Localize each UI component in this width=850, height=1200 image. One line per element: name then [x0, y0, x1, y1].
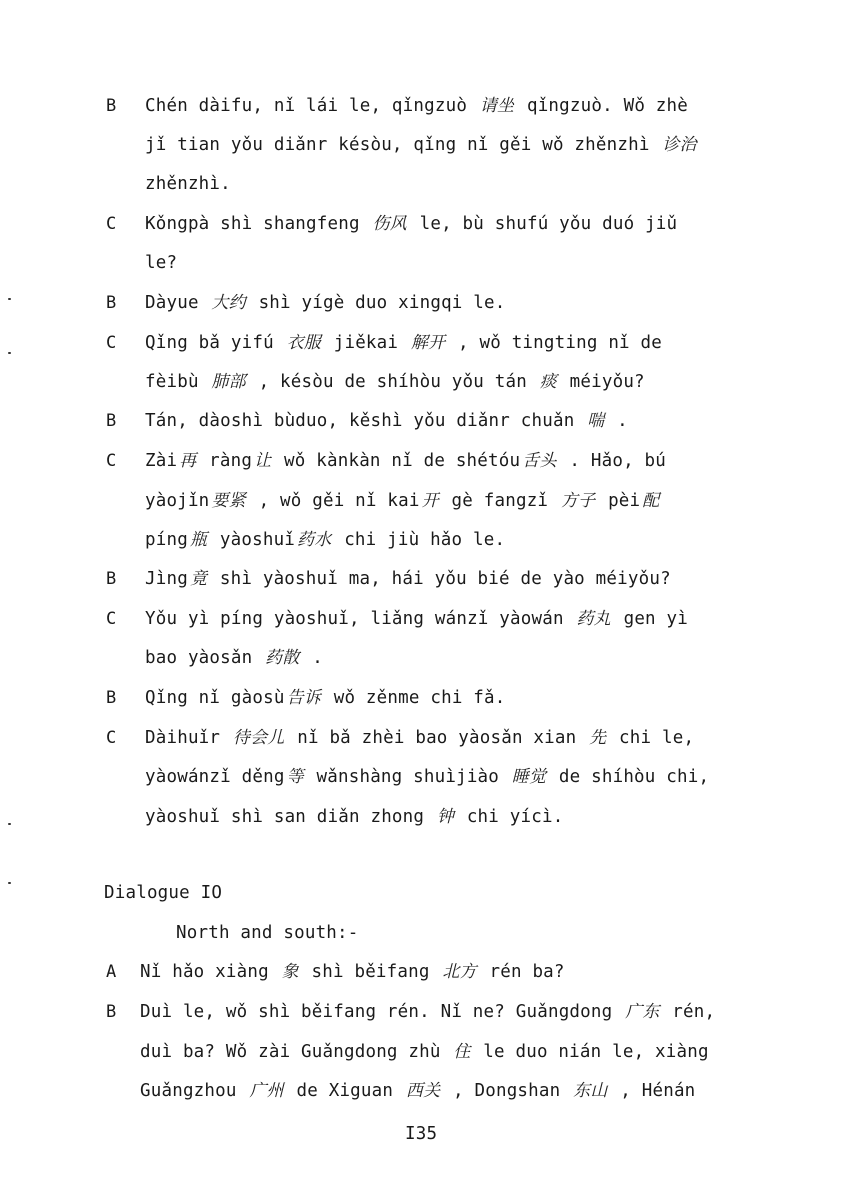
text-line: Yǒu yì píng yàoshuǐ, liǎng wánzǐ yàowán 药丸 gen yì [145, 609, 688, 629]
text-line: jǐ tian yǒu diǎnr késòu, qǐng nǐ gěi wǒ zhěnzhì 诊治 [145, 135, 697, 155]
scan-speck [8, 298, 11, 300]
text-line: duì ba? Wǒ zài Guǎngdong zhù 住 le duo nián le, xiàng [140, 1042, 709, 1062]
speaker-label: C [106, 333, 117, 353]
speaker-label: C [106, 609, 117, 629]
text-line: zhěnzhì. [145, 174, 231, 194]
scan-speck [8, 823, 11, 825]
speaker-label: C [106, 451, 117, 471]
speaker-label: A [106, 962, 117, 982]
text-line: yàojǐn 要紧 , wǒ gěi nǐ kai 开 gè fangzǐ 方子 pèi 配 [145, 491, 660, 511]
text-line: Qǐng bǎ yifú 衣服 jiěkai 解开 , wǒ tingting nǐ de [145, 333, 662, 353]
text-line: píng 瓶 yàoshuǐ 药水 chi jiù hǎo le. [145, 530, 506, 550]
text-line: yàoshuǐ shì san diǎn zhong 钟 chi yícì. [145, 807, 564, 827]
speaker-label: B [106, 569, 117, 589]
speaker-label: B [106, 411, 117, 431]
section-heading: Dialogue IO [104, 883, 223, 903]
speaker-label: B [106, 96, 117, 116]
speaker-label: B [106, 293, 117, 313]
speaker-label: B [106, 1002, 117, 1022]
text-line: Dàihuǐr 待会儿 nǐ bǎ zhèi bao yàosǎn xian 先 chi le, [145, 728, 695, 748]
text-line: le? [145, 253, 178, 273]
text-line: Nǐ hǎo xiàng 象 shì běifang 北方 rén ba? [140, 962, 565, 982]
text-line: Duì le, wǒ shì běifang rén. Nǐ ne? Guǎngdong 广东 rén, [140, 1002, 716, 1022]
page-number: I35 [405, 1124, 438, 1144]
text-line: Tán, dàoshì bùduo, kěshì yǒu diǎnr chuǎn 喘 . [145, 411, 628, 431]
speaker-label: B [106, 688, 117, 708]
text-line: Kǒngpà shì shangfeng 伤风 le, bù shufú yǒu duó jiǔ [145, 214, 678, 234]
text-line: yàowánzǐ děng 等 wǎnshàng shuìjiào 睡觉 de shíhòu chi, [145, 767, 710, 787]
text-line: Dàyue 大约 shì yígè duo xingqi le. [145, 293, 506, 313]
speaker-label: C [106, 214, 117, 234]
section-subheading: North and south:- [176, 923, 359, 943]
text-line: Guǎngzhou 广州 de Xiguan 西关 , Dongshan 东山 , Hénán [140, 1081, 696, 1101]
scan-speck [8, 352, 11, 354]
text-line: fèibù 肺部 , késòu de shíhòu yǒu tán 痰 méiyǒu? [145, 372, 645, 392]
speaker-label: C [106, 728, 117, 748]
scan-speck [8, 882, 11, 884]
text-line: bao yàosǎn 药散 . [145, 648, 323, 668]
text-line: Jìng 竟 shì yàoshuǐ ma, hái yǒu bié de yào méiyǒu? [145, 569, 671, 589]
text-line: Zài 再 ràng 让 wǒ kànkàn nǐ de shétóu 舌头 . Hǎo, bú [145, 451, 667, 471]
text-line: Qǐng nǐ gàosù 告诉 wǒ zěnme chi fǎ. [145, 688, 506, 708]
text-line: Chén dàifu, nǐ lái le, qǐngzuò 请坐 qǐngzuò. Wǒ zhè [145, 96, 688, 116]
